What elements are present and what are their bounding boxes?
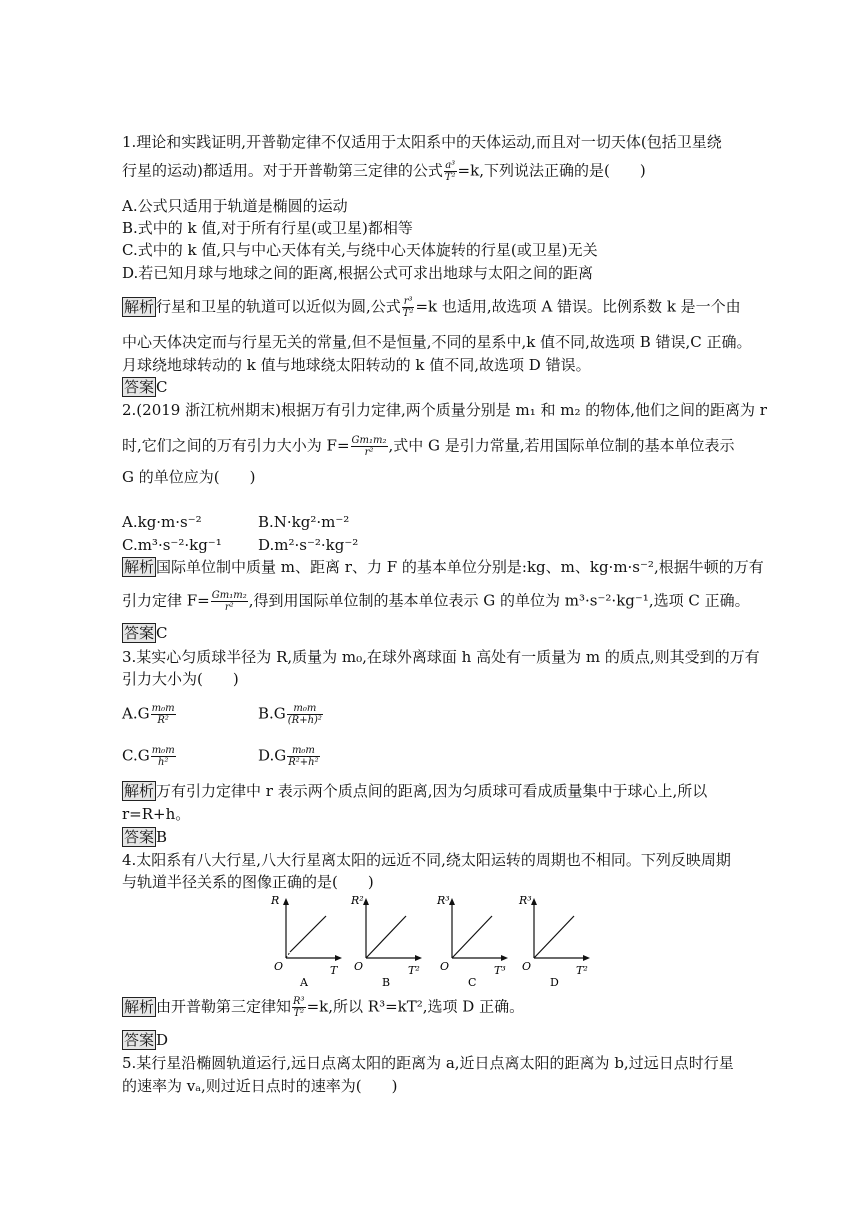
q1-stem-text: 行星的运动)都适用。对于开普勒第三定律的公式 (122, 161, 443, 180)
q4-stem-line2: 与轨道半径关系的图像正确的是( ) (122, 873, 374, 891)
q3-stem-line1: 3.某实心匀质球半径为 R,质量为 m₀,在球外离球面 h 高处有一质量为 m 的质点,则其受到的万有 (122, 648, 760, 666)
q2-stem-line1: 2.(2019 浙江杭州期末)根据万有引力定律,两个质量分别是 m₁ 和 m₂ 的物体,他们之间的距离为 r (122, 401, 767, 419)
q1-stem-line1: 1.理论和实践证明,开普勒定律不仅适用于太阳系中的天体运动,而且对一切天体(包括卫星绕 (122, 133, 722, 151)
q3-answer (122, 827, 167, 847)
q4-analysis-text: 由开普勒第三定律知 (156, 997, 292, 1016)
q3-option-a-prefix: A.G (122, 704, 150, 723)
graph-b-y-arrow-icon (363, 898, 369, 905)
graph-c-x-arrow-icon (501, 955, 508, 961)
graph-c-origin: O (440, 960, 450, 973)
answer-tag: 答案 (124, 1031, 155, 1049)
q4-analysis-formula-num: R³ (293, 996, 305, 1007)
q3-analysis-line1 (122, 781, 707, 801)
graph-a-dash (286, 952, 290, 958)
q1-option-c: C.式中的 k 值,只与中心天体有关,与绕中心天体旋转的行星(或卫星)无关 (122, 241, 598, 259)
q2-analysis-formula-den: r² (224, 602, 234, 613)
graph-a-x-arrow-icon (335, 955, 342, 961)
q1-analysis-formula-den: T² (402, 308, 414, 319)
q3-option-c-num: m₀m (151, 745, 175, 756)
q2-analysis-text-end: ,得到用国际单位制的基本单位表示 G 的单位为 m³·s⁻²·kg⁻¹,选项 C 正确。 (248, 591, 750, 610)
q2-stem-line3: G 的单位应为( ) (122, 468, 256, 486)
q3-option-a (122, 703, 177, 726)
q2-option-b: B.N·kg²·m⁻² (258, 513, 350, 531)
q2-formula-den: r² (364, 447, 374, 458)
q4-analysis-formula (292, 996, 306, 1019)
q3-option-b-den: (R+h)² (287, 715, 322, 726)
q4-graphs-svg (268, 890, 598, 990)
q1-analysis-line3: 月球绕地球转动的 k 值与地球绕太阳转动的 k 值不同,故选项 D 错误。 (122, 356, 591, 374)
q3-option-a-formula (151, 703, 176, 726)
q3-option-b-prefix: B.G (258, 704, 286, 723)
q3-option-b (258, 703, 324, 726)
q2-analysis-formula-num: Gm₁m₂ (211, 590, 247, 601)
graph-a (270, 894, 342, 989)
graph-a-y-arrow-icon (283, 898, 289, 905)
graph-b-label: B (382, 976, 391, 989)
graph-c-y-label: R³ (437, 894, 450, 907)
graph-d-y-label: R³ (519, 894, 532, 907)
analysis-tag: 解析 (124, 558, 155, 576)
q1-option-d: D.若已知月球与地球之间的距离,根据公式可求出地球与太阳之间的距离 (122, 264, 594, 282)
q1-stem-text-end: =k,下列说法正确的是( ) (457, 161, 646, 180)
graph-c-label: C (468, 976, 477, 989)
q5-stem-line2: 的速率为 vₐ,则过近日点时的速率为( ) (122, 1077, 398, 1095)
q3-option-d-formula (287, 745, 319, 768)
q1-formula-den: T² (444, 172, 456, 183)
graph-a-curve (290, 916, 326, 952)
q2-analysis-text: 国际单位制中质量 m、距离 r、力 F 的基本单位分别是:kg、m、kg·m·s⁻²,根据牛顿的万有 (156, 558, 764, 576)
q2-formula-num: Gm₁m₂ (351, 435, 387, 446)
graph-d-origin: O (522, 960, 532, 973)
q4-answer (122, 1030, 168, 1050)
q3-option-b-formula (287, 703, 323, 726)
graph-a-origin: O (274, 960, 284, 973)
q2-option-d: D.m²·s⁻²·kg⁻² (258, 536, 359, 554)
graph-a-label: A (300, 976, 308, 989)
q2-answer (122, 623, 168, 643)
q4-analysis-line1 (122, 996, 524, 1019)
q3-analysis-text: 万有引力定律中 r 表示两个质点间的距离,因为匀质球可看成质量集中于球心上,所以 (156, 782, 708, 800)
graph-c-curve (452, 916, 492, 958)
q1-option-a: A.公式只适用于轨道是椭圆的运动 (122, 197, 348, 215)
graph-a-y-label: R (271, 894, 280, 907)
q2-option-c: C.m³·s⁻²·kg⁻¹ (122, 536, 222, 554)
q3-stem-line2: 引力大小为( ) (122, 670, 239, 688)
graph-c-y-arrow-icon (449, 898, 455, 905)
graph-d-y-arrow-icon (531, 898, 537, 905)
q4-answer-value: D (156, 1031, 169, 1049)
graph-c (436, 894, 508, 989)
q3-analysis-line2: r=R+h。 (122, 805, 191, 823)
q3-option-c-prefix: C.G (122, 746, 150, 765)
q1-analysis-text-end: =k 也适用,故选项 A 错误。比例系数 k 是一个由 (415, 297, 741, 316)
q4-analysis-text-end: =k,所以 R³=kT²,选项 D 正确。 (306, 997, 525, 1016)
graph-b-x-arrow-icon (415, 955, 422, 961)
analysis-tag: 解析 (124, 997, 155, 1016)
q2-analysis-line2 (122, 590, 750, 613)
q1-analysis-text: 行星和卫星的轨道可以近似为圆,公式 (156, 297, 401, 316)
graph-b (350, 894, 422, 989)
graph-d-x-label: T² (576, 964, 588, 977)
q1-analysis-line1 (122, 296, 741, 319)
q2-stem-line2 (122, 435, 735, 458)
q3-option-c-den: h² (157, 757, 169, 768)
graph-d-curve (534, 916, 574, 958)
q4-stem-line1: 4.太阳系有八大行星,八大行星离太阳的远近不同,绕太阳运转的周期也不相同。下列反映周期 (122, 851, 731, 869)
q1-formula-num: a³ (445, 160, 456, 171)
q3-option-a-den: R² (157, 715, 169, 726)
q4-graph-figure (268, 890, 598, 990)
q3-option-d-num: m₀m (287, 745, 319, 757)
q4-analysis-formula-den: T² (293, 1008, 305, 1019)
q2-stem-text: 时,它们之间的万有引力大小为 F= (122, 436, 350, 455)
graph-b-curve (366, 916, 406, 958)
q2-analysis-line1 (122, 557, 764, 577)
answer-tag: 答案 (124, 828, 155, 846)
q1-stem-line2 (122, 160, 646, 183)
q1-formula (444, 160, 457, 183)
q5-stem-line1: 5.某行星沿椭圆轨道运行,远日点离太阳的距离为 a,近日点离太阳的距离为 b,过远日点时行星 (122, 1054, 734, 1072)
graph-d-label: D (550, 976, 559, 989)
answer-tag: 答案 (124, 624, 155, 642)
q2-analysis-formula (211, 590, 248, 613)
q2-option-a: A.kg·m·s⁻² (122, 513, 202, 531)
graph-b-y-label: R² (351, 894, 364, 907)
q3-answer-value: B (156, 828, 168, 846)
q2-stem-text-end: ,式中 G 是引力常量,若用国际单位制的基本单位表示 (388, 436, 735, 455)
q3-option-d-den: R²+h² (288, 757, 319, 768)
graph-b-x-label: T² (408, 964, 420, 977)
q2-analysis-text-start: 引力定律 F= (122, 591, 210, 610)
q3-option-a-num: m₀m (151, 703, 175, 714)
q3-option-d-prefix: D.G (258, 746, 287, 765)
q1-answer-value: C (156, 378, 168, 396)
q2-formula (351, 435, 388, 458)
q1-option-b: B.式中的 k 值,对于所有行星(或卫星)都相等 (122, 219, 413, 237)
q3-option-c (122, 745, 177, 768)
analysis-tag: 解析 (124, 782, 155, 800)
q1-analysis-formula-num: r³ (403, 296, 413, 307)
q1-analysis-formula (402, 296, 415, 319)
q3-option-b-num: m₀m (287, 703, 323, 715)
graph-d-x-arrow-icon (583, 955, 590, 961)
graph-d (518, 894, 590, 989)
answer-tag: 答案 (124, 378, 155, 396)
graph-a-x-label: T (330, 964, 338, 977)
graph-c-x-label: T³ (494, 964, 506, 977)
q2-answer-value: C (156, 624, 168, 642)
graph-b-origin: O (354, 960, 364, 973)
q1-analysis-line2: 中心天体决定而与行星无关的常量,但不是恒量,不同的星系中,k 值不同,故选项 B 错误,C 正确。 (122, 333, 752, 351)
q3-option-c-formula (151, 745, 176, 768)
q3-option-d (258, 745, 321, 768)
q1-answer (122, 377, 168, 397)
analysis-tag: 解析 (124, 297, 155, 316)
